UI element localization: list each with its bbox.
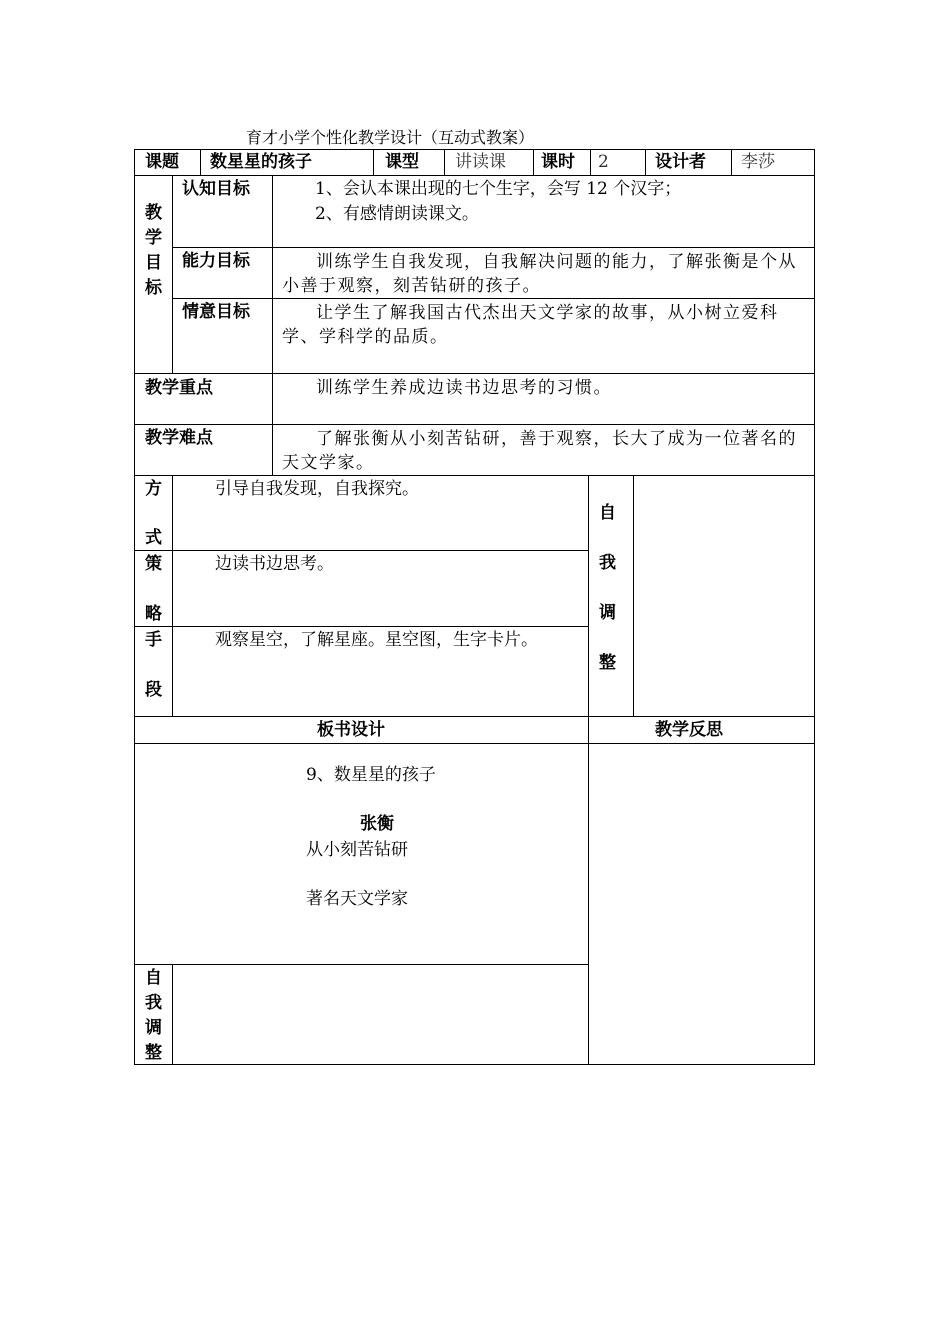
- self-adjust-label: 调: [599, 603, 616, 623]
- grid-line: [590, 149, 591, 176]
- bottom-self-adjust-label: 调: [145, 1018, 162, 1038]
- grid-line: [633, 475, 634, 717]
- ability-goal-text: 训练学生自我发现，自我解决问题的能力，了解张衡是个从小善于观察，刻苦钻研的孩子。: [282, 252, 797, 296]
- grid-line: [200, 149, 201, 176]
- board-trait-line: 从小刻苦钻研: [306, 840, 408, 860]
- cognitive-goal-label: 认知目标: [182, 179, 250, 199]
- goals-group-label: 教: [145, 203, 162, 223]
- difficulty-label: 教学难点: [145, 428, 213, 448]
- designer-label: 设计者: [655, 152, 706, 172]
- reflection-label: 教学反思: [655, 720, 723, 740]
- grid-line: [134, 149, 815, 150]
- means-label: 手: [145, 630, 162, 650]
- grid-line: [134, 550, 589, 551]
- board-lesson-line: 9、数星星的孩子: [306, 765, 436, 785]
- means-text: 观察星空，了解星座。星空图，生字卡片。: [215, 630, 538, 650]
- topic-value: 数星星的孩子: [210, 152, 312, 172]
- board-design-label: 板书设计: [317, 720, 385, 740]
- board-result-line: 著名天文学家: [306, 889, 408, 909]
- grid-line: [444, 149, 445, 176]
- cognitive-goal-line: 2、有感情朗读课文。: [315, 204, 479, 224]
- grid-line: [134, 373, 815, 374]
- ability-goal-label: 能力目标: [182, 251, 250, 271]
- grid-line: [645, 149, 646, 176]
- grid-line: [814, 149, 815, 1065]
- mode-text: 引导自我发现，自我探究。: [215, 479, 419, 499]
- grid-line: [134, 1064, 815, 1065]
- mode-label: 方: [145, 479, 162, 499]
- designer-value: 李莎: [741, 152, 775, 172]
- grid-line: [172, 475, 173, 717]
- grid-line: [134, 475, 815, 476]
- grid-line: [172, 175, 173, 374]
- page-title: 育才小学个性化教学设计（互动式教案）: [246, 128, 535, 147]
- grid-line: [172, 964, 173, 1065]
- bottom-self-adjust-label: 自: [145, 968, 162, 988]
- grid-line: [134, 175, 815, 176]
- grid-line: [588, 475, 589, 1065]
- self-adjust-label: 我: [599, 553, 616, 573]
- board-name-line: 张衡: [360, 814, 394, 834]
- grid-line: [272, 175, 273, 475]
- key-point-label: 教学重点: [145, 378, 213, 398]
- hours-value: 2: [598, 152, 609, 172]
- emotion-goal-label: 情意目标: [182, 302, 250, 322]
- grid-line: [172, 247, 815, 248]
- strategy-text: 边读书边思考。: [215, 554, 334, 574]
- grid-line: [373, 149, 374, 176]
- goals-group-label: 目: [145, 253, 162, 273]
- grid-line: [134, 716, 815, 717]
- self-adjust-label: 自: [599, 503, 616, 523]
- goals-group-label: 标: [145, 278, 162, 298]
- type-value: 讲读课: [455, 152, 506, 172]
- means-label: 段: [145, 680, 162, 700]
- emotion-goal-text: 让学生了解我国古代杰出天文学家的故事，从小树立爱科学、学科学的品质。: [282, 303, 779, 347]
- difficulty-text: 了解张衡从小刻苦钻研，善于观察，长大了成为一位著名的天文学家。: [282, 429, 797, 473]
- grid-line: [533, 149, 534, 176]
- grid-line: [134, 626, 589, 627]
- self-adjust-label: 整: [599, 653, 616, 673]
- grid-line: [172, 298, 815, 299]
- hours-label: 课时: [541, 152, 575, 172]
- grid-line: [731, 149, 732, 176]
- strategy-label: 策: [145, 554, 162, 574]
- grid-line: [134, 149, 135, 1065]
- bottom-self-adjust-label: 我: [145, 993, 162, 1013]
- bottom-self-adjust-label: 整: [145, 1043, 162, 1063]
- grid-line: [134, 964, 589, 965]
- key-point-text: 训练学生养成边读书边思考的习惯。: [316, 378, 612, 398]
- grid-line: [134, 424, 815, 425]
- topic-label: 课题: [145, 152, 179, 172]
- strategy-label: 略: [145, 604, 162, 624]
- cognitive-goal-line: 1、会认本课出现的七个生字，会写 12 个汉字；: [315, 179, 682, 199]
- type-label: 课型: [385, 152, 419, 172]
- mode-label: 式: [145, 528, 162, 548]
- goals-group-label: 学: [145, 228, 162, 248]
- grid-line: [134, 743, 815, 744]
